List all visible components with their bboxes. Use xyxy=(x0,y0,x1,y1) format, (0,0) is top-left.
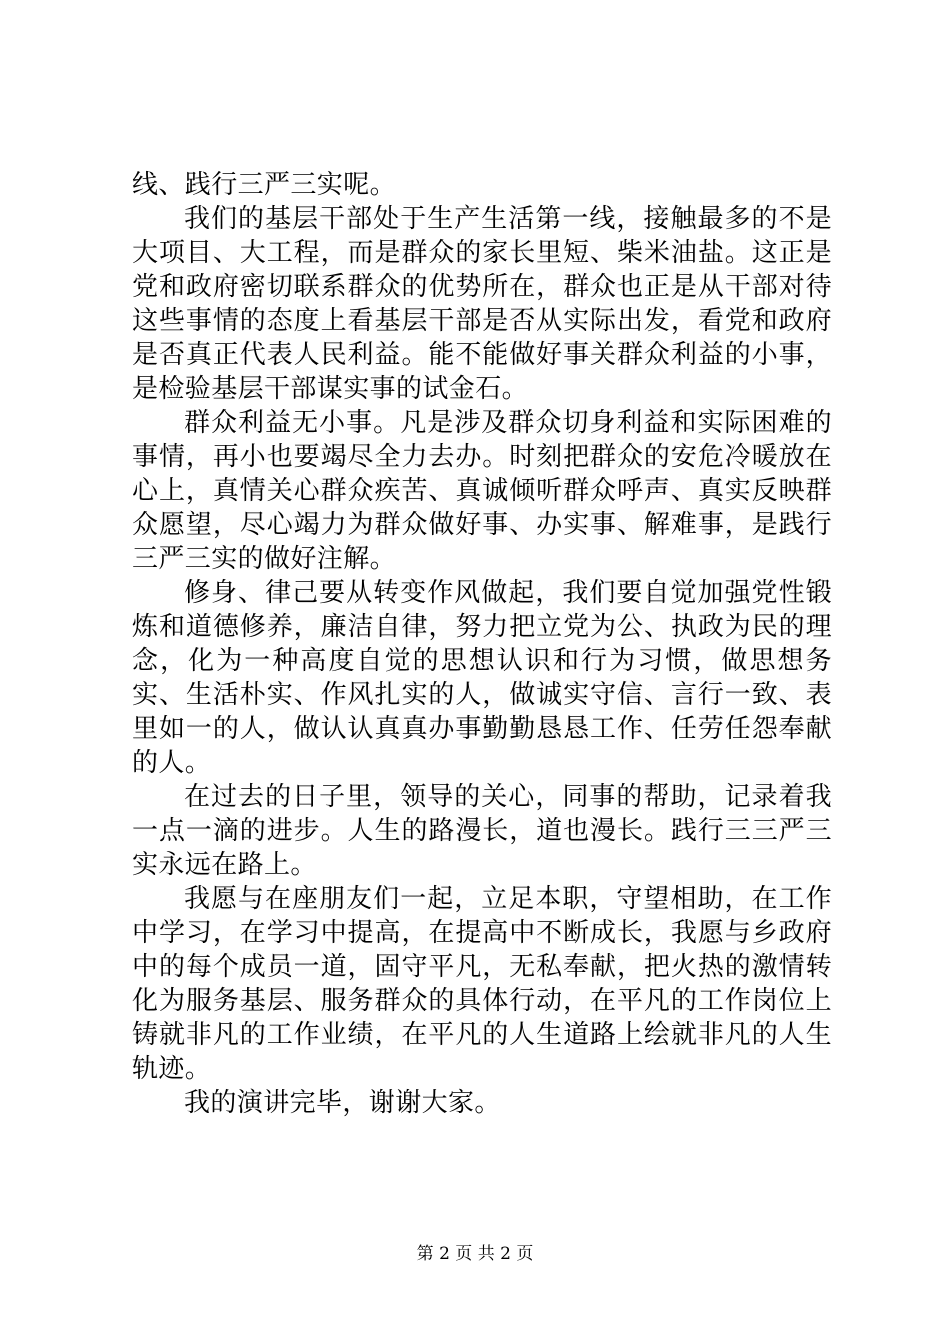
paragraph: 我们的基层干部处于生产生活第一线，接触最多的不是大项目、大工程，而是群众的家长里短、柴米油盐。这正是党和政府密切联系群众的优势所在，群众也正是从干部对待这些事情的态度上看基层干部是否从实际出发，看党和政府是否真正代表人民利益。能不能做好事关群众利益的小事，是检验基层干部谋实事的试金石。 xyxy=(132,204,832,404)
paragraph: 群众利益无小事。凡是涉及群众切身利益和实际困难的事情，再小也要竭尽全力去办。时刻把群众的安危冷暖放在心上，真情关心群众疾苦、真诚倾听群众呼声、真实反映群众愿望，尽心竭力为群众做好事、办实事、解难事，是践行三严三实的做好注解。 xyxy=(132,408,832,574)
paragraph-continuation: 线、践行三严三实呢。 xyxy=(132,170,397,200)
paragraph: 我愿与在座朋友们一起，立足本职，守望相助，在工作中学习，在学习中提高，在提高中不断成长，我愿与乡政府中的每个成员一道，固守平凡，无私奉献，把火热的激情转化为服务基层、服务群众的具体行动，在平凡的工作岗位上铸就非凡的工作业绩，在平凡的人生道路上绘就非凡的人生轨迹。 xyxy=(132,884,832,1084)
page-footer: 第 2 页 共 2 页 xyxy=(416,1244,534,1264)
paragraph: 在过去的日子里，领导的关心，同事的帮助，记录着我一点一滴的进步。人生的路漫长，道也漫长。践行三三严三实永远在路上。 xyxy=(132,782,832,880)
paragraph: 修身、律己要从转变作风做起，我们要自觉加强党性锻炼和道德修养，廉洁自律，努力把立党为公、执政为民的理念，化为一种高度自觉的思想认识和行为习惯，做思想务实、生活朴实、作风扎实的人，做诚实守信、言行一致、表里如一的人，做认认真真办事勤勤恳恳工作、任劳任怨奉献的人。 xyxy=(132,578,832,778)
paragraph-closing: 我的演讲完毕，谢谢大家。 xyxy=(184,1088,501,1118)
document-body xyxy=(132,168,832,1120)
